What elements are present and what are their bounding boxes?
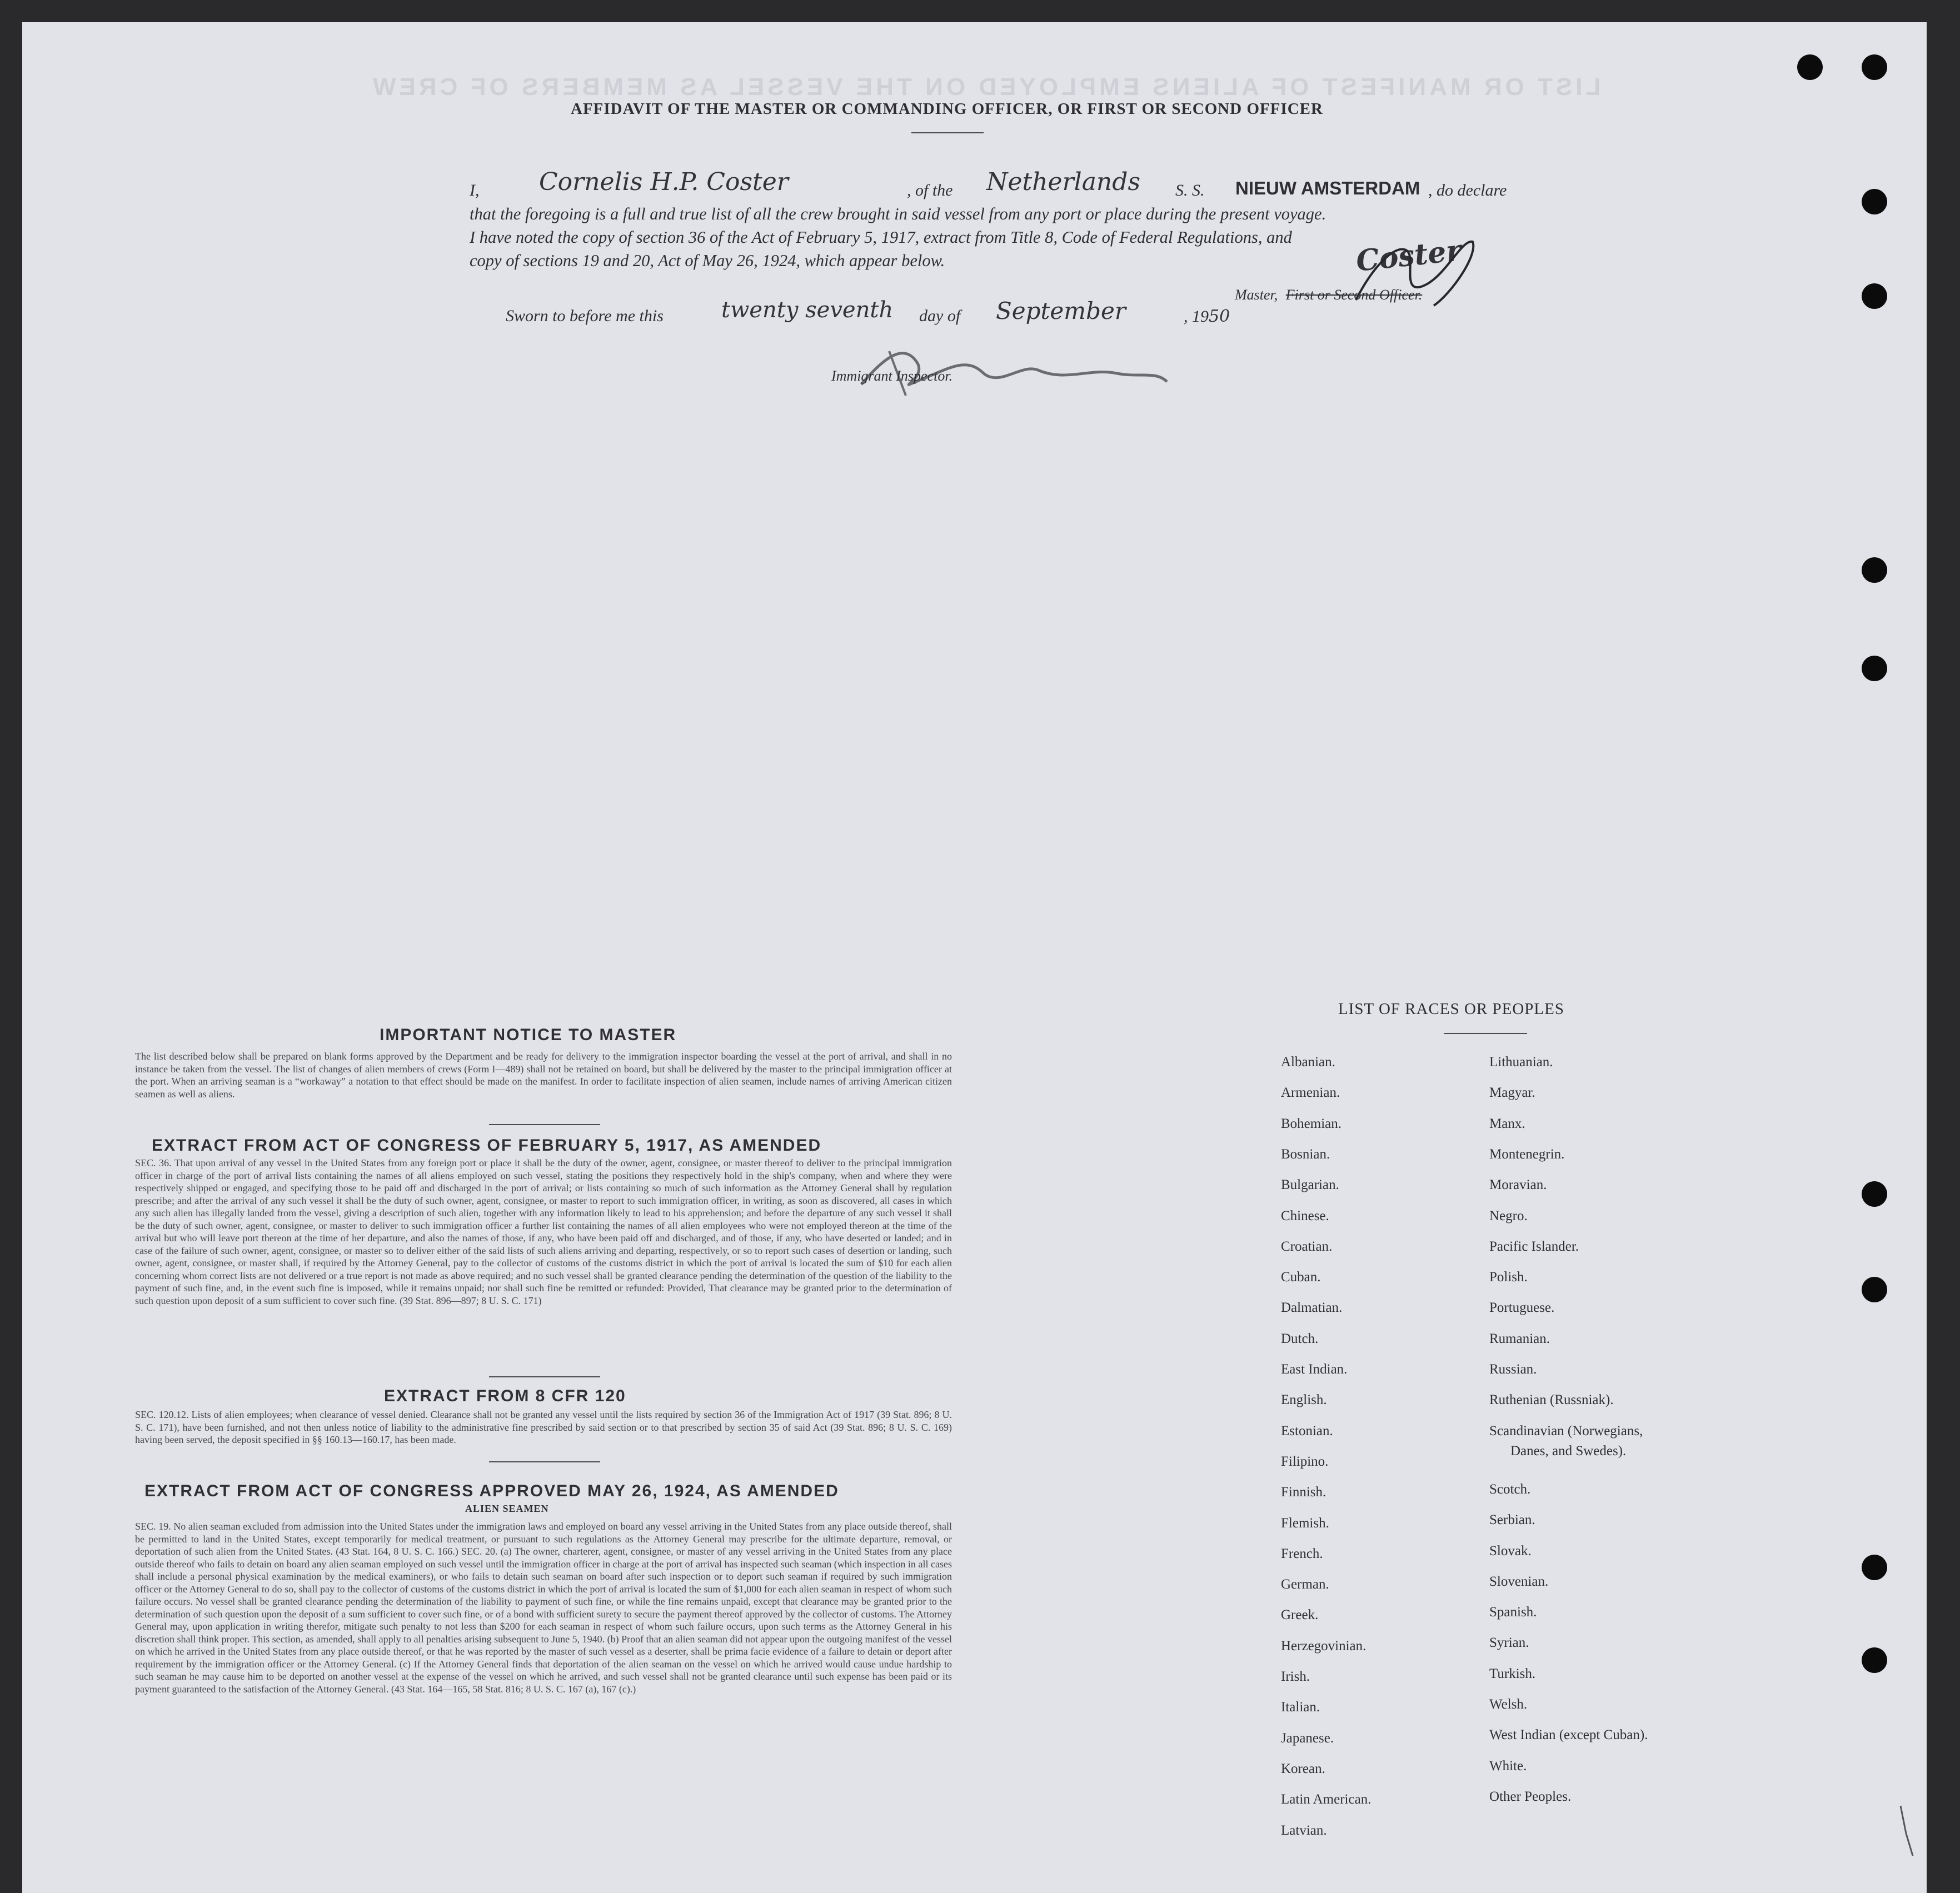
race-item: Danes, and Swedes). <box>1510 1443 1627 1459</box>
race-item: Croatian. <box>1281 1238 1333 1254</box>
extract-1924-body: SEC. 19. No alien seaman excluded from admission into the United States under the immigration laws and employed on board any vessel arriving in the United States from any place outside thereof, shall be permitted to land in the United States, except temporarily for medical treatment, or pursuant to such regulations as the Attorney General may prescribe for the ultimate departure, removal, or deportation of such alien from the United States. (43 Stat. 164, 8 U. S. C. 166.) SEC. 20. (a) The owner, charterer, agent, consignee, or master of any vessel arriving in the United States from any place outside thereof who fails to detain on board any alien seaman employed on such vessel until the immigration officer in charge at the port of arrival has inspected such seaman (which inspection in all cases shall include a personal physical examination by the medical examiners), or who fails to detain such seaman on board after such inspection or to deport such seaman if required by such immigration officer or the Attorney General to do so, shall pay to the collector of customs of the customs district in which the port of arrival is located the sum of $1,000 for each alien seaman in respect of whom such failure occurs. No vessel shall be granted clearance pending the determination of the liability to payment of such fine, or while the fine remains unpaid, except that clearance may be granted prior to the determination of such question upon the deposit of a sum sufficient to cover such fine, or of a bond with sufficient surety to secure the payment thereof approved by the collector of customs. The Attorney General may, upon application in writing therefor, mitigate such penalty to not less than $200 for each seaman in respect of whom such failure occurs, upon such terms as the Attorney General in his discretion shall think proper. This section, as amended, shall apply to all penalties arising subsequent to June 5, 1940. (b) Proof that an alien seaman did not appear upon the outgoing manifest of the vessel on which he arrived in the United States from any place outside thereof, or that he was reported by the master of such vessel as a deserter, shall be prima facie evidence of a failure to detain or deport after requirement by the immigration officer or the Attorney General. (c) If the Attorney General finds that deportation of the alien seaman on the vessel on which he arrived would cause undue hardship to such seaman he may cause him to be deported on another vessel at the expense of the vessel on which he arrived, and such vessel shall not be granted clearance until such expense has been paid or its payment guaranteed to the satisfaction of the Attorney General. (43 Stat. 164—165, 58 Stat. 816; 8 U. S. C. 167 (a), 167 (c).) <box>135 1521 952 1695</box>
affidavit-title: AFFIDAVIT OF THE MASTER OR COMMANDING OFFICER, OR FIRST OR SECOND OFFICER <box>571 100 1323 118</box>
year-suffix: 50 <box>1209 307 1230 326</box>
punch-hole <box>1862 1277 1887 1302</box>
notice-body: The list described below shall be prepared on blank forms approved by the Department and be ready for delivery to the immigration inspector boarding the vessel at the port of arrival, and shall in no instance be taken from the vessel. The list of changes of alien members of crews (Form I—489) shall not be retained on board, but shall be delivered by the master to the principal immigration officer at the port. When an arriving seaman is a “workaway” a notation to that effect should be made on the manifest. In order to facilitate inspection of alien seamen, include names of arriving American citizen seamen as well as aliens. <box>135 1051 952 1100</box>
extract-1917-body: SEC. 36. That upon arrival of any vessel in the United States from any foreign port or place it shall be the duty of the owner, agent, consignee, or master thereof to deliver to the principal immigration officer in charge of the port of arrival lists containing the names of all aliens employed on such vessel, stating the positions they respectively hold in the ship's company, when and where they were respectively shipped or engaged, and specifying those to be paid off and discharged in the port of arrival; or lists containing so much of such information as the Attorney General shall by regulation prescribe; and after the arrival of any such vessel it shall be the duty of such owner, agent, consignee, or master to report to such immigration officer, in writing, as soon as discovered, all cases in which any such alien has illegally landed from the vessel, giving a description of such alien, together with any information likely to lead to his apprehension; and before the departure of any such vessel it shall be the duty of such owner, agent, consignee, or master to deliver to such immigration officer a further list containing the names of all alien employees who were not employed thereon at the time of the arrival but who will leave port thereon at the time of her departure, and also the names of those, if any, who have been paid off and discharged, and of those, if any, who have deserted or landed; and in case of the failure of such owner, agent, consignee, or master so to deliver either of the said lists of such aliens arriving and departing, respectively, or so to report such cases of desertion or landing, such owner, agent, consignee, or master shall, if required by the Attorney General, pay to the collector of customs of the customs district in which the port of arrival is located the sum of $10 for each alien concerning whom correct lists are not delivered or a true report is not made as above required; and no such vessel shall be granted clearance pending the determination of the question of the liability to the payment of such fine, and, in the event such fine is imposed, while it remains unpaid; nor shall such fine be remitted or refunded: Provided, That clearance may be granted prior to the determination of such question upon deposit of a sum sufficient to cover such fine. (39 Stat. 896—897; 8 U. S. C. 171) <box>135 1157 952 1306</box>
race-item: Bohemian. <box>1281 1116 1342 1131</box>
master-signature: Coster <box>1354 233 1463 278</box>
races-divider <box>1444 1033 1527 1034</box>
race-item: Welsh. <box>1489 1697 1528 1712</box>
section-divider <box>489 1124 600 1125</box>
race-item: East Indian. <box>1281 1362 1348 1377</box>
master-title-label <box>1235 287 1422 303</box>
race-item: Herzegovinian. <box>1281 1638 1366 1654</box>
extract-1917-title: EXTRACT FROM ACT OF CONGRESS OF FEBRUARY 5, 1917, AS AMENDED <box>152 1136 822 1155</box>
bleed-through-title: LIST OR MANIFEST OF ALIENS EMPLOYED ON THE VESSEL AS MEMBERS OF CREW <box>370 73 1601 101</box>
punch-hole <box>1862 1555 1887 1580</box>
race-item: Portuguese. <box>1489 1300 1555 1316</box>
extract-cfr-body: SEC. 120.12. Lists of alien employees; when clearance of vessel denied. Clearance shall not be granted any vessel until the lists required by section 36 of the Immigration Act of 1917 (39 Stat. 896; 8 U. S. C. 171), have been furnished, and not then unless notice of liability to the administrative fine prescribed by said section or to that prescribed by section 35 of said Act (39 Stat. 896; 8 U. S. C. 169) having been served, the deposit specified in §§ 160.13—160.17, has been made. <box>135 1409 952 1445</box>
punch-hole <box>1862 656 1887 681</box>
race-item: English. <box>1281 1392 1327 1408</box>
affidavit-line-2: that the foregoing is a full and true list of all the crew brought in said vessel from any port or place during the present voyage. <box>470 204 1326 223</box>
race-item: Pacific Islander. <box>1489 1238 1579 1254</box>
race-item: German. <box>1281 1577 1329 1592</box>
race-item: Armenian. <box>1281 1085 1340 1101</box>
inspector-label: Immigrant Inspector. <box>831 368 953 384</box>
day-of-label: day of <box>919 307 961 325</box>
race-item: Syrian. <box>1489 1635 1529 1651</box>
title-divider <box>911 132 984 133</box>
race-item: Magyar. <box>1489 1085 1535 1101</box>
punch-hole <box>1862 557 1887 583</box>
master-title-struck: First or Second Officer. <box>1285 287 1423 303</box>
race-item: Russian. <box>1489 1362 1537 1377</box>
race-item: Chinese. <box>1281 1208 1329 1223</box>
race-item: Dalmatian. <box>1281 1300 1343 1316</box>
race-item: White. <box>1489 1758 1527 1774</box>
race-item: Manx. <box>1489 1116 1525 1131</box>
affidavit-line-4: copy of sections 19 and 20, Act of May 26, 1924, which appear below. <box>470 251 945 270</box>
section-divider <box>489 1376 600 1377</box>
race-item: Dutch. <box>1281 1331 1319 1346</box>
race-item: Greek. <box>1281 1607 1319 1623</box>
race-item: Slovak. <box>1489 1543 1532 1559</box>
race-item: Rumanian. <box>1489 1331 1550 1346</box>
of-the-label: , of the <box>907 181 953 199</box>
extract-cfr-title: EXTRACT FROM 8 CFR 120 <box>384 1387 626 1405</box>
race-item: Filipino. <box>1281 1454 1329 1469</box>
extract-1924-subtitle: ALIEN SEAMEN <box>465 1503 549 1514</box>
race-item: Turkish. <box>1489 1666 1536 1681</box>
year-prefix: , 19 <box>1184 307 1209 326</box>
race-item: Negro. <box>1489 1208 1528 1223</box>
affidavit-line-3: I have noted the copy of section 36 of the Act of February 5, 1917, extract from Title 8, Code of Federal Regulations, and <box>470 228 1292 247</box>
race-item: Flemish. <box>1281 1515 1329 1531</box>
race-item: Japanese. <box>1281 1730 1334 1746</box>
race-item: Italian. <box>1281 1700 1320 1715</box>
do-declare-label: , do declare <box>1428 181 1507 199</box>
punch-hole <box>1862 189 1887 214</box>
race-item: Cuban. <box>1281 1270 1321 1285</box>
country-name: Netherlands <box>986 168 1141 196</box>
sworn-prefix: Sworn to before me this <box>506 307 664 325</box>
race-item: Bulgarian. <box>1281 1177 1339 1193</box>
pronoun-label: I, <box>470 181 480 199</box>
race-item: Montenegrin. <box>1489 1146 1565 1162</box>
race-item: Ruthenian (Russniak). <box>1489 1392 1614 1408</box>
race-item: Moravian. <box>1489 1177 1547 1193</box>
race-item: Korean. <box>1281 1761 1325 1776</box>
race-item: Scotch. <box>1489 1481 1531 1497</box>
race-item: Irish. <box>1281 1669 1310 1684</box>
races-title: LIST OF RACES OR PEOPLES <box>1338 1000 1564 1018</box>
race-item: French. <box>1281 1546 1323 1561</box>
race-item: Serbian. <box>1489 1512 1535 1528</box>
race-item: Finnish. <box>1281 1485 1326 1500</box>
signature-flourish-icon <box>1350 233 1484 317</box>
race-item: Latvian. <box>1281 1822 1327 1838</box>
punch-hole <box>1862 1647 1887 1673</box>
section-divider <box>489 1461 600 1462</box>
punch-hole <box>1862 283 1887 309</box>
sworn-day: twenty seventh <box>721 297 894 323</box>
punch-hole <box>1797 54 1823 80</box>
race-item: Other Peoples. <box>1489 1789 1572 1804</box>
ss-label: S. S. <box>1175 181 1205 199</box>
master-name: Cornelis H.P. Coster <box>539 168 789 196</box>
race-item: Lithuanian. <box>1489 1055 1553 1070</box>
vessel-name: NIEUW AMSTERDAM <box>1235 178 1420 198</box>
document-page <box>22 22 1927 1893</box>
margin-mark-icon <box>1896 1800 1918 1861</box>
sworn-month: September <box>996 297 1126 324</box>
race-item: Albanian. <box>1281 1055 1335 1070</box>
punch-hole <box>1862 1181 1887 1207</box>
master-title-prefix: Master, <box>1235 287 1278 303</box>
punch-hole <box>1862 54 1887 80</box>
race-item: Bosnian. <box>1281 1146 1330 1162</box>
race-item: Spanish. <box>1489 1605 1537 1620</box>
race-item: Latin American. <box>1281 1792 1371 1807</box>
race-item: Polish. <box>1489 1270 1528 1285</box>
extract-1924-title: EXTRACT FROM ACT OF CONGRESS APPROVED MAY 26, 1924, AS AMENDED <box>144 1482 839 1500</box>
race-item: Slovenian. <box>1489 1574 1549 1589</box>
race-item: Scandinavian (Norwegians, <box>1489 1423 1643 1439</box>
race-item: Estonian. <box>1281 1423 1333 1439</box>
race-item: West Indian (except Cuban). <box>1489 1727 1648 1743</box>
notice-title: IMPORTANT NOTICE TO MASTER <box>380 1026 677 1044</box>
sworn-year <box>1184 307 1230 326</box>
